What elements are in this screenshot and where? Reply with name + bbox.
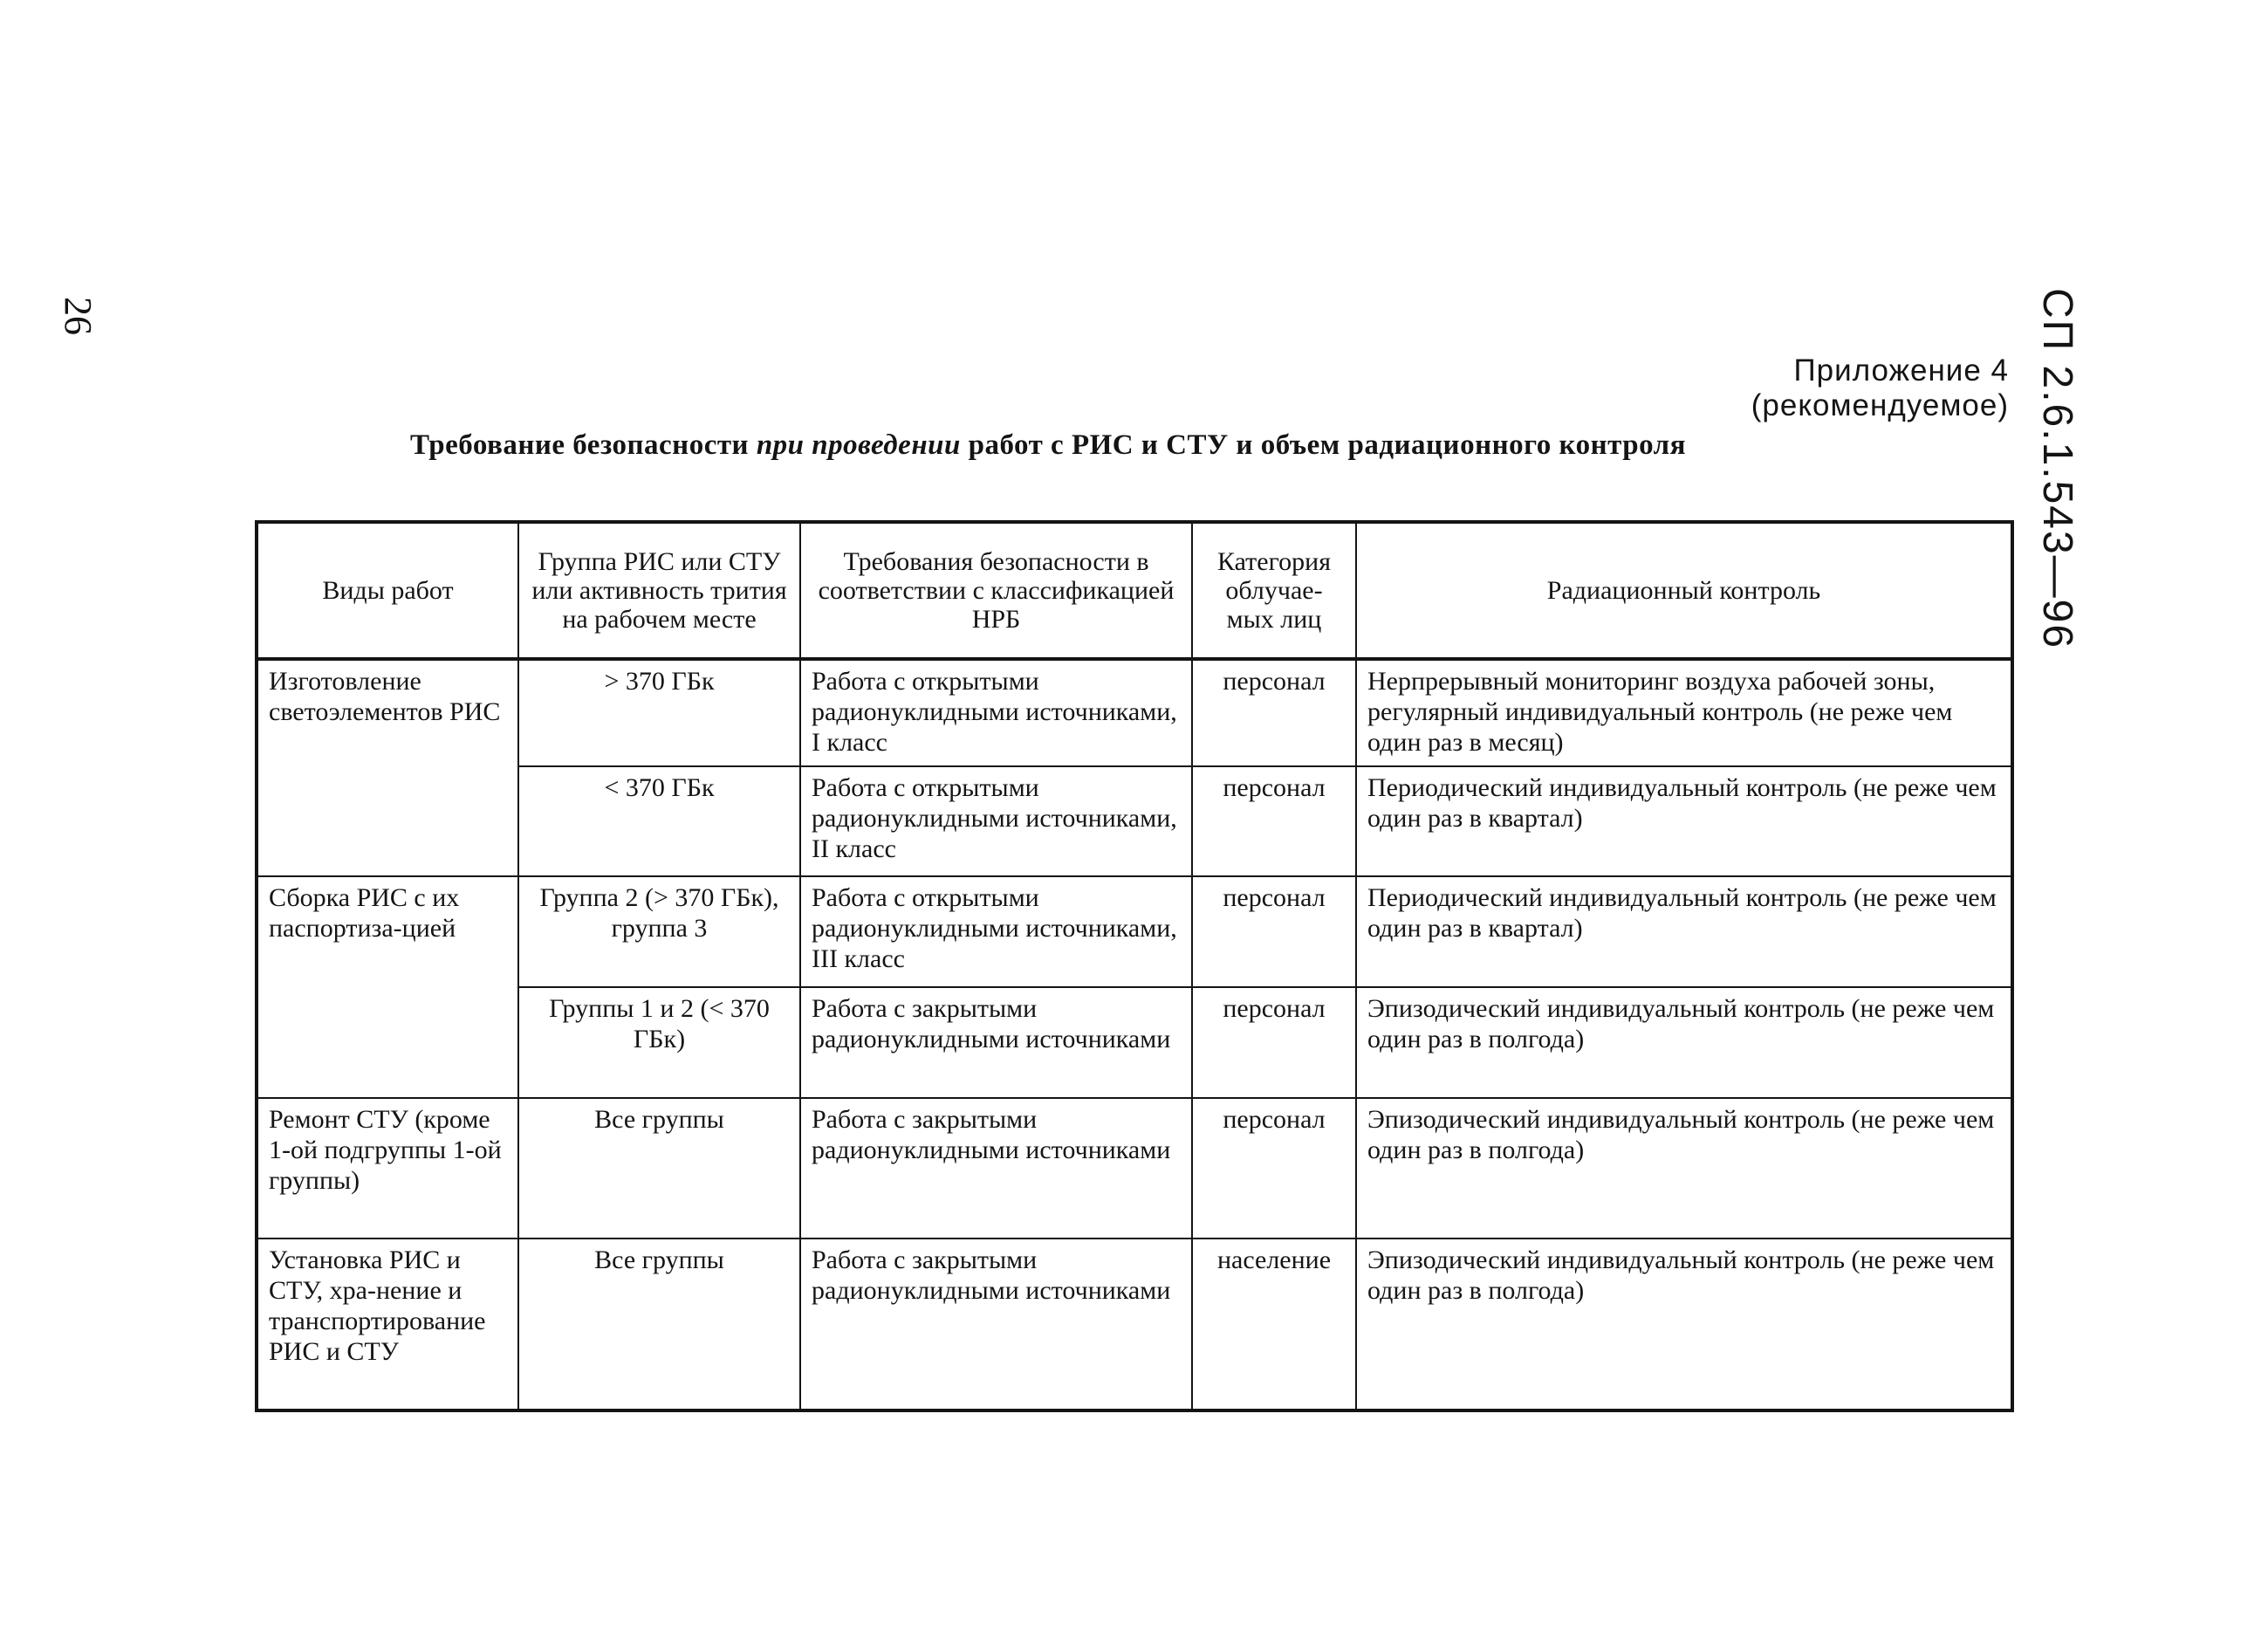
cell-category: население xyxy=(1192,1239,1356,1410)
table-header-row xyxy=(257,522,2012,659)
cell-category: персонал xyxy=(1192,987,1356,1098)
cell-group: > 370 ГБк xyxy=(518,659,800,766)
cell-requirements: Работа с закрытыми радионуклидными источниками xyxy=(800,987,1192,1098)
table-row xyxy=(257,659,2012,766)
cell-work-type: Ремонт СТУ (кроме 1-ой подгруппы 1-ой группы) xyxy=(257,1098,518,1239)
cell-group: Все группы xyxy=(518,1098,800,1239)
cell-group: Все группы xyxy=(518,1239,800,1410)
page-number: 26 xyxy=(57,297,99,335)
cell-work-type: Изготовление светоэлементов РИС xyxy=(257,659,518,876)
cell-group: Группа 2 (> 370 ГБк), группа 3 xyxy=(518,876,800,987)
title-part-3: работ с РИС и СТУ и объем радиационного контроля xyxy=(960,429,1687,461)
table-row xyxy=(257,1239,2012,1410)
cell-control: Эпизодический индивидуальный контроль (не реже чем один раз в полгода) xyxy=(1356,1098,2012,1239)
cell-category: персонал xyxy=(1192,876,1356,987)
table-title xyxy=(410,429,1867,462)
cell-category: персонал xyxy=(1192,1098,1356,1239)
appendix-number: Приложение 4 xyxy=(1793,353,2009,388)
header-group: Группа РИС или СТУ или активность трития на рабочем месте xyxy=(518,522,800,659)
cell-work-type: Сборка РИС с их паспортиза-цией xyxy=(257,876,518,1098)
appendix-label xyxy=(1751,353,2009,423)
appendix-status: (рекомендуемое) xyxy=(1751,388,2009,422)
cell-requirements: Работа с открытыми радионуклидными источниками, I класс xyxy=(800,659,1192,766)
cell-requirements: Работа с закрытыми радионуклидными источниками xyxy=(800,1098,1192,1239)
table-row xyxy=(257,876,2012,987)
document-code: СП 2.6.1.543—96 xyxy=(2034,288,2080,650)
header-work-type: Виды работ xyxy=(257,522,518,659)
cell-control: Периодический индивидуальный контроль (не реже чем один раз в квартал) xyxy=(1356,766,2012,876)
cell-requirements: Работа с открытыми радионуклидными источниками, II класс xyxy=(800,766,1192,876)
header-requirements: Требования безопасности в соответствии с классификацией НРБ xyxy=(800,522,1192,659)
cell-control: Эпизодический индивидуальный контроль (не реже чем один раз в полгода) xyxy=(1356,1239,2012,1410)
title-part-1: Требование безопасности xyxy=(410,429,757,461)
header-category: Категория облучае-мых лиц xyxy=(1192,522,1356,659)
table-row xyxy=(257,1098,2012,1239)
cell-category: персонал xyxy=(1192,766,1356,876)
table-row xyxy=(257,987,2012,1098)
cell-work-type: Установка РИС и СТУ, хра-нение и транспортирование РИС и СТУ xyxy=(257,1239,518,1410)
cell-category: персонал xyxy=(1192,659,1356,766)
cell-requirements: Работа с открытыми радионуклидными источниками, III класс xyxy=(800,876,1192,987)
cell-group: < 370 ГБк xyxy=(518,766,800,876)
cell-control: Эпизодический индивидуальный контроль (не реже чем один раз в полгода) xyxy=(1356,987,2012,1098)
header-control: Радиационный контроль xyxy=(1356,522,2012,659)
table-row xyxy=(257,766,2012,876)
cell-control: Нерпрерывный мониторинг воздуха рабочей зоны, регулярный индивидуальный контроль (не реже чем один раз в месяц) xyxy=(1356,659,2012,766)
cell-group: Группы 1 и 2 (< 370 ГБк) xyxy=(518,987,800,1098)
title-part-2: при проведении xyxy=(756,429,961,461)
requirements-table xyxy=(255,520,2014,1412)
cell-control: Периодический индивидуальный контроль (не реже чем один раз в квартал) xyxy=(1356,876,2012,987)
cell-requirements: Работа с закрытыми радионуклидными источниками xyxy=(800,1239,1192,1410)
